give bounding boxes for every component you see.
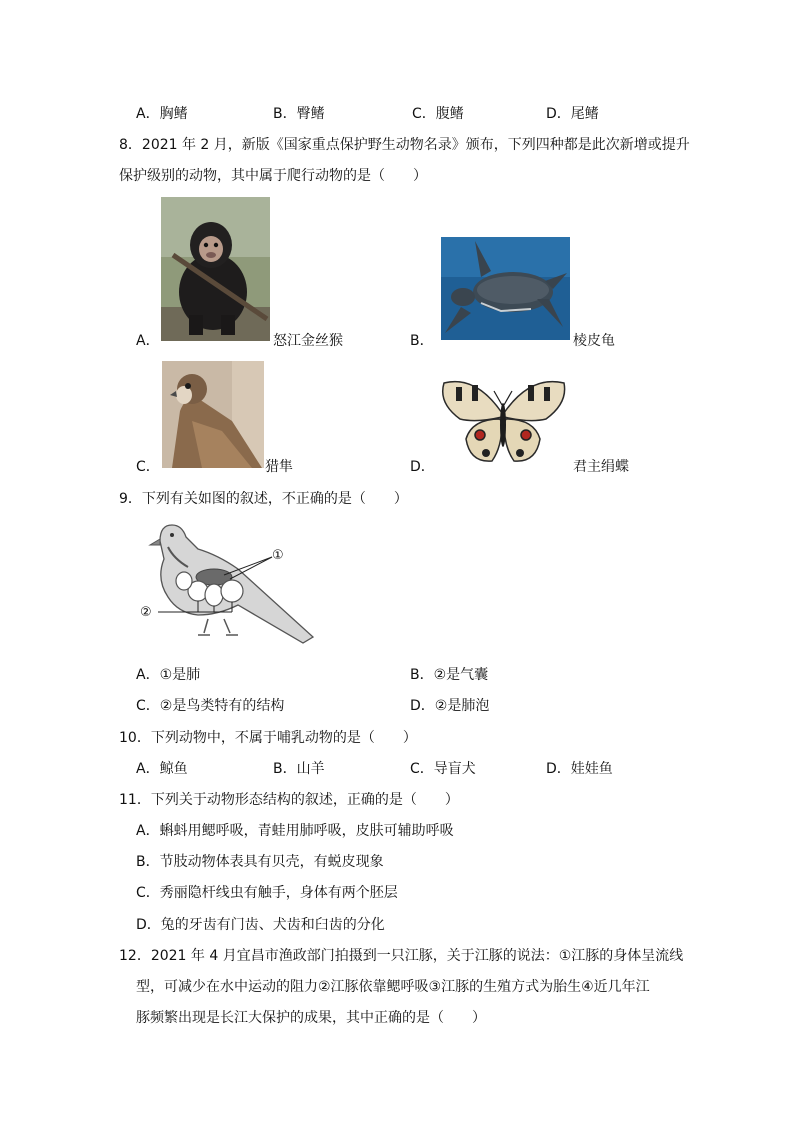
bird-respiratory-diagram	[138, 519, 318, 647]
q8-option-c-letter[interactable]: C．	[136, 459, 160, 475]
q8-option-a-letter[interactable]: A．	[136, 333, 160, 349]
q8-option-b-caption: 棱皮龟	[573, 333, 615, 349]
q8-stem-line2: 保护级别的动物，其中属于爬行动物的是（ ）	[119, 168, 427, 184]
q12-stem-line1: 12．2021 年 4 月宜昌市渔政部门拍摄到一只江豚，关于江豚的说法：①江豚的身体呈流线	[119, 948, 684, 964]
q11-option-b[interactable]: B．节肢动物体表具有贝壳，有蜕皮现象	[136, 854, 384, 870]
q10-option-a[interactable]: A．鲸鱼	[136, 761, 188, 777]
figure-label-2: ②	[140, 605, 152, 620]
q10-option-c[interactable]: C．导盲犬	[410, 761, 476, 777]
q10-stem: 10．下列动物中，不属于哺乳动物的是（ ）	[119, 730, 417, 746]
q9-option-d[interactable]: D．②是肺泡	[410, 698, 490, 714]
q7-option-c[interactable]: C．腹鳍	[412, 106, 464, 122]
apollo-butterfly-photo	[436, 373, 570, 467]
q9-option-a[interactable]: A．①是肺	[136, 667, 201, 683]
figure-label-1: ①	[272, 548, 284, 563]
q11-stem: 11．下列关于动物形态结构的叙述，正确的是（ ）	[119, 792, 459, 808]
q9-option-c[interactable]: C．②是鸟类特有的结构	[136, 698, 285, 714]
q8-option-d-letter[interactable]: D．	[410, 459, 435, 475]
q9-stem: 9．下列有关如图的叙述，不正确的是（ ）	[119, 491, 408, 507]
q7-option-a[interactable]: A．胸鳍	[136, 106, 188, 122]
q12-stem-line3: 豚频繁出现是长江大保护的成果，其中正确的是（ ）	[136, 1010, 486, 1026]
leatherback-turtle-photo	[441, 237, 570, 340]
q7-option-d[interactable]: D．尾鳍	[546, 106, 599, 122]
q10-option-b[interactable]: B．山羊	[273, 761, 325, 777]
q7-option-b[interactable]: B．臀鳍	[273, 106, 325, 122]
q10-option-d[interactable]: D．娃娃鱼	[546, 761, 613, 777]
q12-stem-line2: 型，可减少在水中运动的阻力②江豚依靠鳃呼吸③江豚的生殖方式为胎生④近几年江	[136, 979, 650, 995]
q11-option-d[interactable]: D．兔的牙齿有门齿、犬齿和臼齿的分化	[136, 917, 385, 933]
saker-falcon-photo	[162, 361, 264, 468]
q8-option-c-caption: 猎隼	[265, 459, 293, 475]
snub-nosed-monkey-photo	[161, 197, 270, 341]
q8-option-b-letter[interactable]: B．	[410, 333, 434, 349]
q11-option-a[interactable]: A．蝌蚪用鳃呼吸，青蛙用肺呼吸，皮肤可辅助呼吸	[136, 823, 454, 839]
q8-option-a-caption: 怒江金丝猴	[273, 333, 343, 349]
q8-stem-line1: 8．2021 年 2 月，新版《国家重点保护野生动物名录》颁布，下列四种都是此次新增或提升	[119, 137, 690, 153]
q8-option-d-caption: 君主绢蝶	[573, 459, 629, 475]
q9-option-b[interactable]: B．②是气囊	[410, 667, 489, 683]
q11-option-c[interactable]: C．秀丽隐杆线虫有触手，身体有两个胚层	[136, 885, 398, 901]
